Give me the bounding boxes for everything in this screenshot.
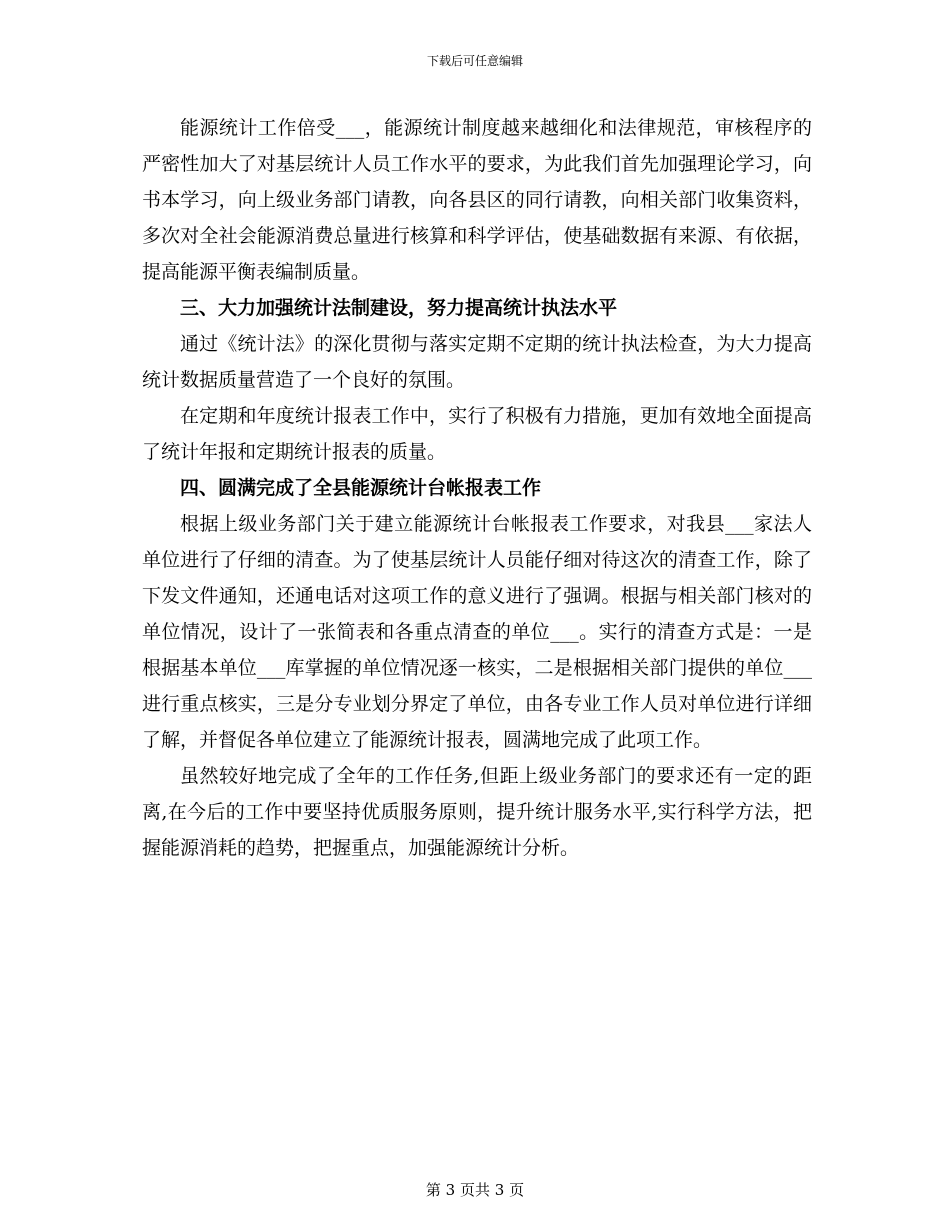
paragraph-ledger-inspection: 根据上级业务部门关于建立能源统计台帐报表工作要求，对我县___家法人单位进行了仔细的清查。为了使基层统计人员能仔细对待这次的清查工作，除了下发文件通知，还通电话对这项工作的意义进行了强调。根据与相关部门核对的单位情况，设计了一张简表和各重点清查的单位___。实行的清查方式是：一是根据基本单位___库掌握的单位情况逐一核实，二是根据相关部门提供的单位___进行重点核实，三是分专业划分界定了单位，由各专业工作人员对单位进行详细了解，并督促各单位建立了能源统计报表，圆满地完成了此项工作。 (142, 513, 812, 751)
paragraph-periodic-reports: 在定期和年度统计报表工作中，实行了积极有力措施，更加有效地全面提高了统计年报和定期统计报表的质量。 (142, 405, 812, 463)
document-body (142, 110, 812, 866)
section-heading-3: 三、大力加强统计法制建设，努力提高统计执法水平 (180, 297, 618, 319)
paragraph-statistics-law: 通过《统计法》的深化贯彻与落实定期不定期的统计执法检查，为大力提高统计数据质量营造了一个良好的氛围。 (142, 333, 812, 391)
paragraph-conclusion: 虽然较好地完成了全年的工作任务,但距上级业务部门的要求还有一定的距离,在今后的工作中要坚持优质服务原则，提升统计服务水平,实行科学方法，把握能源消耗的趋势，把握重点，加强能源统计分析。 (142, 765, 812, 859)
paragraph-energy-stats-study: 能源统计工作倍受___，能源统计制度越来越细化和法律规范，审核程序的严密性加大了对基层统计人员工作水平的要求，为此我们首先加强理论学习，向书本学习，向上级业务部门请教，向各县区的同行请教，向相关部门收集资料，多次对全社会能源消费总量进行核算和科学评估，使基础数据有来源、有依据，提高能源平衡表编制质量。 (142, 117, 812, 283)
page-header: 下载后可任意编辑 (426, 54, 523, 68)
section-heading-4: 四、圆满完成了全县能源统计台帐报表工作 (180, 477, 542, 499)
page-footer: 第 3 页共 3 页 (425, 1181, 525, 1199)
